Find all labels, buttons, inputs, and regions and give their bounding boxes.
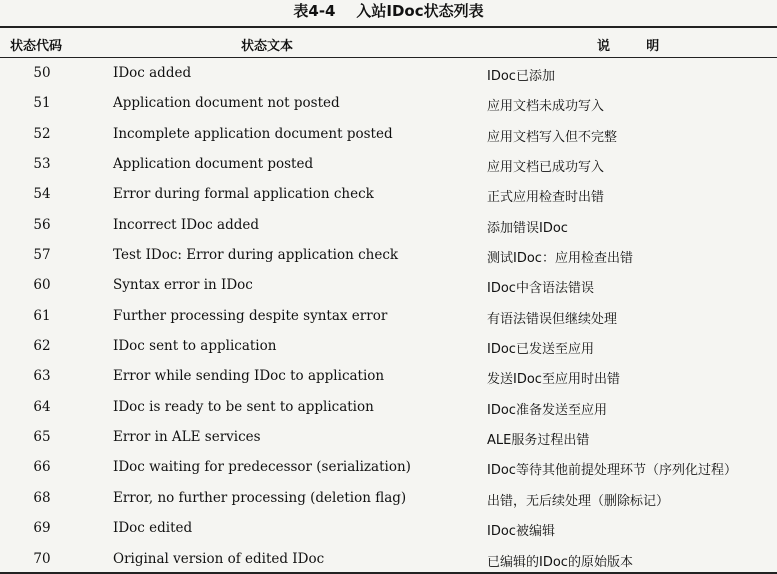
description-cell: IDoc中含语法错误 [487,281,594,297]
status-code-cell: 50 [33,65,51,81]
status-text-cell: Test IDoc: Error during application check [113,247,399,264]
description-cell: IDoc等待其他前提处理环节（序列化过程） [487,463,737,479]
table-row [0,422,777,452]
table-row [0,513,777,543]
table-row [0,179,777,209]
description-cell: 添加错误IDoc [487,220,568,236]
description-cell: IDoc已添加 [487,69,555,84]
status-text-cell: Syntax error in IDoc [113,277,253,294]
table-caption: 表4-4 入站IDoc状态列表 [293,2,484,20]
status-text-cell: Further processing despite syntax error [113,307,388,324]
description-cell: 测试IDoc：应用检查出错 [487,251,633,267]
status-code-cell: 52 [33,125,51,142]
status-code-cell: 63 [33,368,51,385]
table-row [0,301,777,331]
table-row [0,331,777,361]
status-text-cell: IDoc edited [113,520,193,537]
table-row [0,361,777,391]
status-text-cell: Incomplete application document posted [113,125,393,142]
table-row [0,392,777,422]
status-code-cell: 60 [33,277,51,294]
status-text-cell: Error while sending IDoc to application [113,368,385,385]
table-row [0,210,777,240]
description-cell: IDoc准备发送至应用 [487,402,607,418]
description-cell: 出错，无后续处理（删除标记） [487,493,670,509]
status-code-cell: 56 [33,216,51,233]
table-row [0,483,777,513]
description-cell: 应用文档已成功写入 [487,160,605,176]
status-text-cell: Error during formal application check [113,186,374,203]
status-text-cell: Error, no further processing (deletion flag) [113,489,407,506]
status-text-cell: Original version of edited IDoc [113,550,325,567]
status-code-cell: 69 [33,520,51,537]
table-row [0,149,777,179]
description-cell: 应用文档未成功写入 [487,99,605,115]
description-cell: ALE服务过程出错 [487,433,590,449]
status-text-cell: IDoc sent to application [113,338,277,355]
description-cell: 发送IDoc至应用时出错 [487,372,620,388]
header-description: 说 明 [597,39,660,54]
status-text-cell: IDoc is ready to be sent to application [113,398,374,415]
description-cell: 有语法错误但继续处理 [487,311,618,327]
table-row [0,119,777,149]
description-cell: 正式应用检查时出错 [487,190,605,206]
table-row [0,544,777,574]
status-text-cell: Incorrect IDoc added [113,216,259,233]
status-code-cell: 54 [33,186,51,203]
description-cell: 应用文档写入但不完整 [487,129,618,145]
header-status-text: 状态文本 [241,39,294,54]
status-code-cell: 65 [33,429,51,446]
status-text-cell: IDoc waiting for predecessor (serialization) [113,459,411,476]
status-code-cell: 68 [33,489,51,506]
status-text-cell: Application document posted [113,156,314,173]
status-text-cell: Error in ALE services [113,429,261,446]
table-body [0,58,777,574]
description-cell: 已编辑的IDoc的原始版本 [487,554,633,570]
table-row [0,58,777,88]
status-code-cell: 57 [33,247,51,264]
status-code-cell: 70 [33,550,51,567]
status-code-cell: 64 [33,398,51,415]
status-code-cell: 51 [33,95,51,112]
table-row [0,270,777,300]
status-code-cell: 62 [33,338,51,355]
status-code-cell: 61 [33,307,51,324]
description-cell: IDoc已发送至应用 [487,342,594,358]
table-row [0,240,777,270]
table-row [0,452,777,482]
status-text-cell: IDoc added [113,65,192,81]
description-cell: IDoc被编辑 [487,524,555,540]
status-code-cell: 66 [33,459,51,476]
status-text-cell: Application document not posted [113,95,340,112]
header-status-code: 状态代码 [10,39,63,54]
table-header-row [0,28,777,57]
table-row [0,88,777,118]
status-code-cell: 53 [33,156,51,173]
